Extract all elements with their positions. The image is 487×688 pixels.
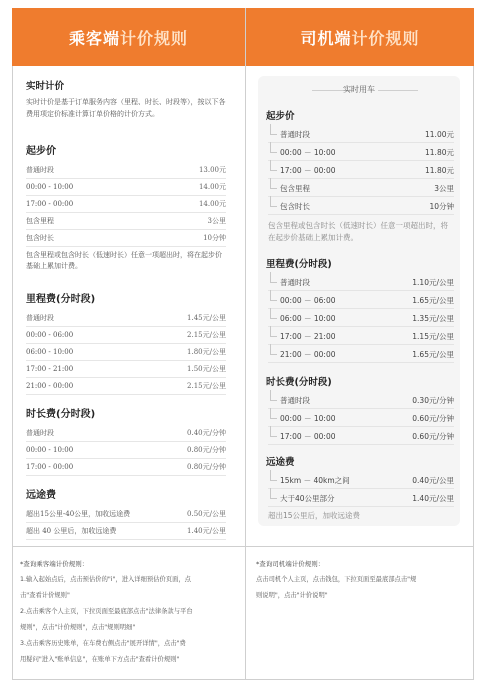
row-value: 1.45元/公里	[187, 314, 226, 322]
note-line: 点击司机个人主页，点击钱包，下拉页面至最底部点击"规	[256, 576, 417, 583]
intro-title: 实时计价	[26, 81, 65, 92]
row-value: 2.15元/公里	[187, 382, 226, 390]
row-key: 普通时段	[26, 314, 54, 322]
row-value: 1.65元/公里	[412, 295, 454, 305]
row-key: 17:00 - 21:00	[26, 365, 74, 373]
duration-title: 时长费(分时段)	[26, 409, 96, 420]
header-passenger-light: 计价规则	[120, 28, 189, 48]
list-item	[26, 344, 226, 361]
row-key: 00:00 - 10:00	[26, 183, 74, 191]
row-key: 17:00 － 00:00	[268, 431, 336, 442]
row-value: 0.60元/分钟	[412, 431, 454, 441]
list-item	[268, 410, 454, 427]
start-price-note: 包含里程或包含时长（低速时长）任意一项超出时，将在起步价基础上累加计费。	[26, 251, 222, 270]
row-value: 3公里	[434, 183, 454, 193]
passenger-query-note	[20, 556, 240, 668]
row-value: 0.60元/分钟	[412, 413, 454, 423]
list-item	[268, 490, 454, 507]
column-divider	[245, 8, 246, 680]
row-key: 15km － 40km之间	[268, 475, 350, 486]
row-value: 1.80元/公里	[187, 348, 226, 356]
row-key: 包含里程	[268, 183, 310, 194]
list-item	[268, 428, 454, 445]
row-key: 21:00 - 00:00	[26, 382, 74, 390]
list-item	[26, 196, 226, 213]
header-driver-light: 计价规则	[351, 28, 420, 48]
list-item	[26, 230, 226, 247]
driver-query-note	[256, 556, 466, 604]
start-price-list	[26, 162, 226, 247]
duration-list	[26, 425, 226, 476]
row-value: 10分钟	[203, 234, 226, 242]
list-item	[268, 274, 454, 291]
row-value: 11.80元	[425, 165, 454, 175]
long-distance-title: 远途费	[26, 490, 56, 501]
note-line: 3.点击乘客历史账单，在车费右侧点击"展开详情"，点击"费	[20, 640, 186, 647]
list-item	[268, 144, 454, 161]
note-line: 2.点击乘客个人主页，下拉页面至最底部点击"法律条款与平台	[20, 608, 193, 615]
row-key: 普通时段	[268, 277, 310, 288]
row-value: 2.15元/公里	[187, 331, 226, 339]
intro-text: 实时计价是基于订单服务内容（里程、时长、时段等），按以下各费用项定价标准计算订单价格的计价方式。	[26, 98, 226, 118]
row-key: 06:00 － 10:00	[268, 313, 336, 324]
list-item	[26, 179, 226, 196]
row-key: 大于40公里部分	[268, 493, 335, 504]
note-title: *查询乘客端计价规则：	[20, 560, 89, 568]
list-item	[26, 310, 226, 327]
row-key: 普通时段	[268, 129, 310, 140]
list-item	[268, 198, 454, 215]
row-value: 14.00元	[198, 200, 226, 208]
row-key: 17:00 - 00:00	[26, 200, 74, 208]
top-label: 实时用车	[343, 85, 375, 94]
row-value: 14.00元	[198, 183, 226, 191]
note-line: 击"查看计价规则"	[20, 592, 70, 599]
list-item	[268, 328, 454, 345]
row-key: 普通时段	[26, 429, 54, 437]
list-item	[26, 442, 226, 459]
row-key: 00:00 - 10:00	[26, 446, 74, 454]
header-passenger	[12, 8, 245, 66]
list-item	[268, 162, 454, 179]
row-key: 00:00 － 10:00	[268, 147, 336, 158]
row-value: 10分钟	[429, 201, 454, 211]
passenger-rules	[26, 78, 226, 540]
list-item	[26, 459, 226, 476]
row-key: 21:00 － 00:00	[268, 349, 336, 360]
row-key: 00:00 - 06:00	[26, 331, 74, 339]
row-value: 0.80元/分钟	[187, 446, 226, 454]
note-line: 规则"，点击"计价规则"，点击"规则明细"	[20, 624, 136, 631]
row-value: 1.65元/公里	[412, 349, 454, 359]
row-value: 1.10元/公里	[412, 277, 454, 287]
header-driver	[246, 8, 474, 66]
row-key: 00:00 － 06:00	[268, 295, 336, 306]
row-value: 1.40元/公里	[412, 493, 454, 503]
list-item	[268, 392, 454, 409]
row-key: 00:00 － 10:00	[268, 413, 336, 424]
row-value: 13.00元	[198, 166, 226, 174]
row-value: 0.50元/公里	[187, 510, 226, 518]
header-driver-dark: 司机端	[300, 28, 352, 48]
row-value: 1.40元/公里	[187, 527, 226, 535]
long-distance-title: 远途费	[266, 457, 295, 468]
row-key: 普通时段	[268, 395, 310, 406]
row-key: 包含里程	[26, 217, 54, 225]
list-item	[268, 180, 454, 197]
note-line: 则说明"，点击"计价说明"	[256, 592, 328, 599]
row-key: 17:00 - 00:00	[26, 463, 74, 471]
list-item	[26, 327, 226, 344]
list-item	[268, 292, 454, 309]
row-value: 1.15元/公里	[412, 331, 454, 341]
row-value: 11.00元	[425, 129, 454, 139]
row-value: 1.50元/公里	[187, 365, 226, 373]
driver-rules-card	[258, 76, 460, 526]
section-separator	[12, 546, 474, 547]
mileage-list	[26, 310, 226, 395]
long-distance-note: 超出15公里后，加收远途费	[268, 511, 361, 520]
row-value: 1.35元/公里	[412, 313, 454, 323]
list-item	[26, 213, 226, 230]
start-price-title: 起步价	[26, 146, 56, 157]
list-item	[26, 378, 226, 395]
start-price-note: 包含里程或包含时长（低速时长）任意一项超出时，将在起步价基础上累加计费。	[268, 221, 448, 242]
row-key: 超出15公里-40公里，加收远途费	[26, 510, 131, 518]
row-value: 0.40元/分钟	[187, 429, 226, 437]
row-key: 包含时长	[268, 201, 310, 212]
row-key: 17:00 － 21:00	[268, 331, 336, 342]
row-key: 06:00 - 10:00	[26, 348, 74, 356]
list-item	[26, 506, 226, 523]
list-item	[268, 346, 454, 363]
list-item	[26, 523, 226, 540]
list-item	[268, 126, 454, 143]
list-item	[26, 425, 226, 442]
row-key: 超出 40 公里后，加收远途费	[26, 527, 117, 535]
row-key: 17:00 － 00:00	[268, 165, 336, 176]
note-title: *查询司机端计价规则：	[256, 560, 325, 568]
list-item	[268, 310, 454, 327]
long-distance-list	[26, 506, 226, 540]
mileage-title: 里程费(分时段)	[266, 259, 332, 270]
list-item	[268, 472, 454, 489]
row-key: 普通时段	[26, 166, 54, 174]
row-value: 3公里	[207, 217, 226, 225]
row-value: 11.80元	[425, 147, 454, 157]
row-key: 包含时长	[26, 234, 54, 242]
row-value: 0.40元/公里	[412, 475, 454, 485]
mileage-title: 里程费(分时段)	[26, 294, 96, 305]
row-value: 0.80元/分钟	[187, 463, 226, 471]
row-value: 0.30元/分钟	[412, 395, 454, 405]
duration-title: 时长费(分时段)	[266, 377, 332, 388]
top-label-line-right	[378, 90, 418, 91]
note-line: 1.输入起始点后，点击预估价的"i"，进入详细预估价页面，点	[20, 576, 191, 583]
note-line: 用疑问"进入"账单信息"，在账单下方点击"查看计价规则"	[20, 656, 180, 663]
header-passenger-dark: 乘客端	[68, 28, 120, 48]
list-item	[26, 162, 226, 179]
start-price-title: 起步价	[266, 111, 295, 122]
list-item	[26, 361, 226, 378]
